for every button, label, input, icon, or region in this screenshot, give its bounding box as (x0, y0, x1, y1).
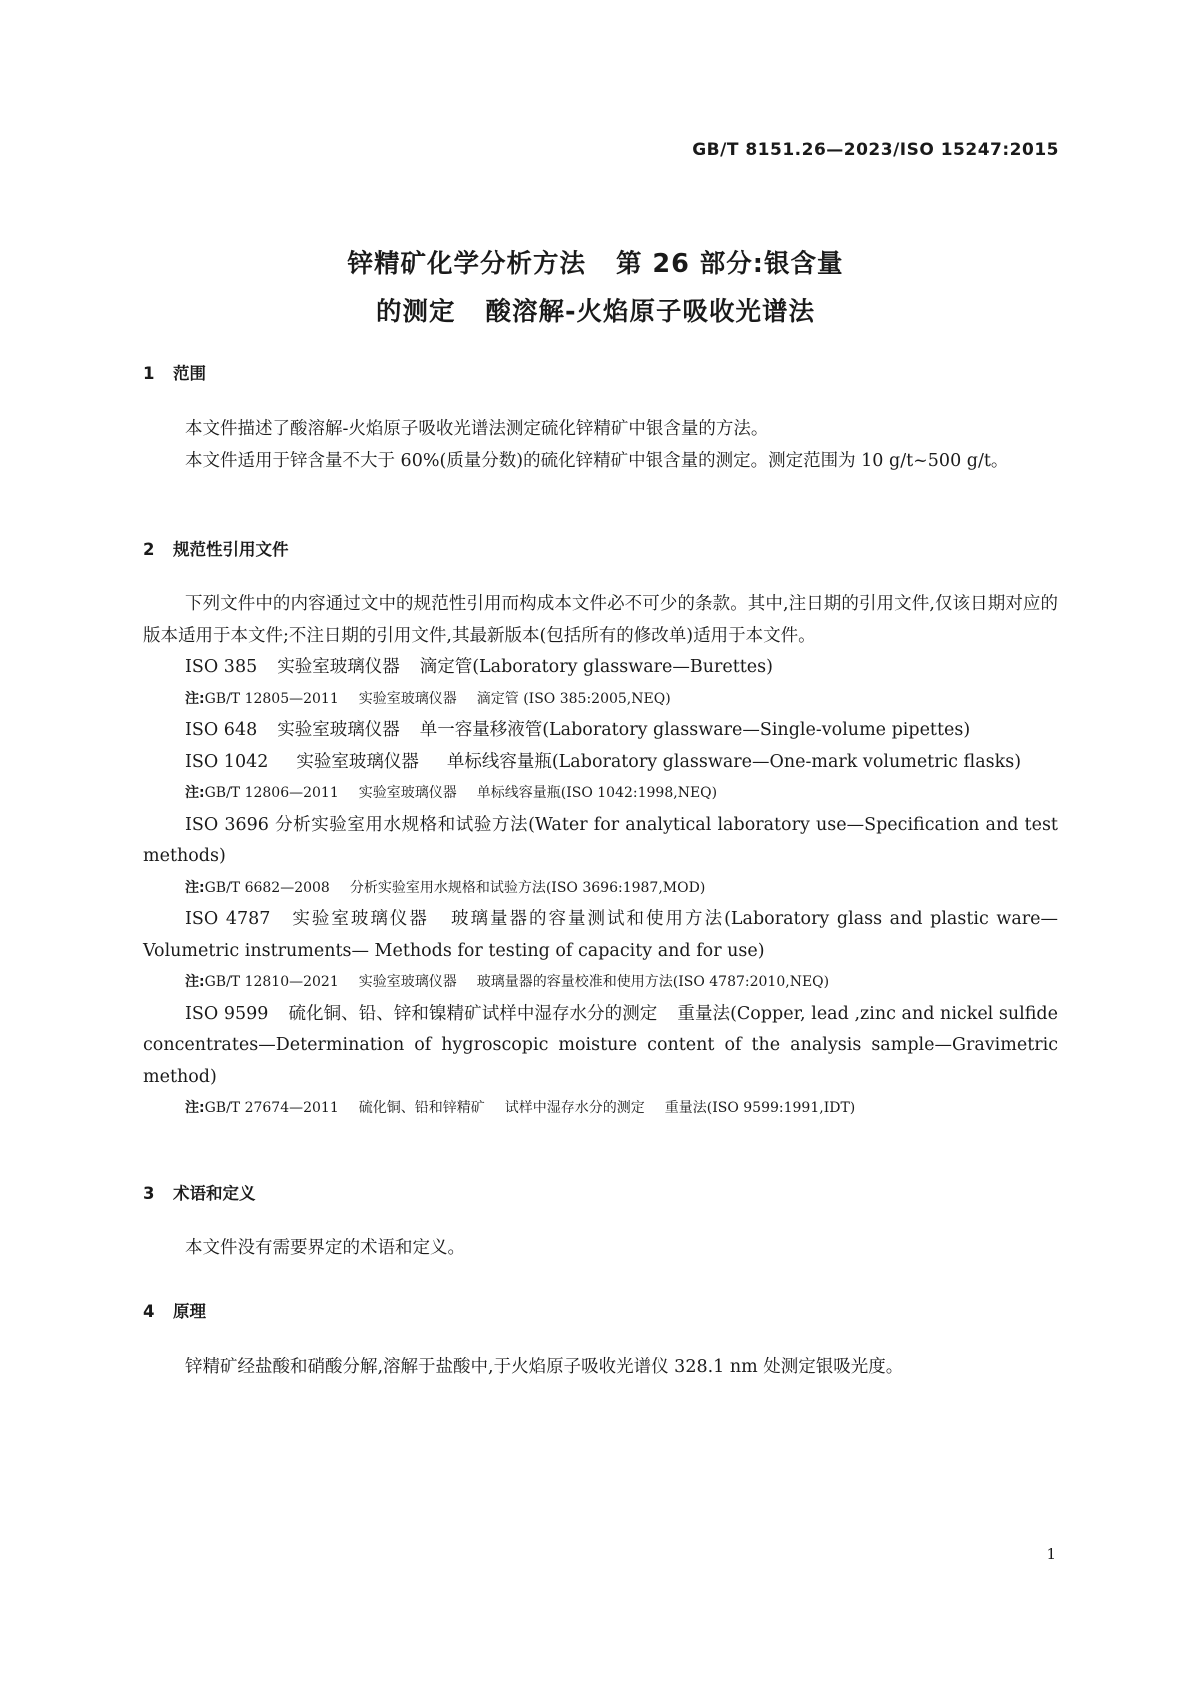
reference-entry: ISO 9599 硫化铜、铅、锌和镍精矿试样中湿存水分的测定 重量法(Copper, lead ,zinc and nickel sulfide concentrates—Determination of hygroscopic moisture content of the analysis sample—Gravimetric method) (143, 1003, 1058, 1087)
section-3-body (143, 1233, 1058, 1265)
paragraph: 本文件适用于锌含量不大于 60%(质量分数)的硫化锌精矿中银含量的测定。测定范围为 10 g/t~500 g/t。 (185, 450, 1009, 471)
paragraph: 本文件没有需要界定的术语和定义。 (185, 1238, 465, 1258)
reference-note: 注:GB/T 6682—2008 分析实验室用水规格和试验方法(ISO 3696:1987,MOD) (185, 879, 706, 896)
title-line-1: 锌精矿化学分析方法 第 26 部分:银含量 (347, 249, 844, 279)
reference-entry: ISO 1042 实验室玻璃仪器 单标线容量瓶(Laboratory glassware—One-mark volumetric flasks) (185, 751, 1022, 772)
title-line-2: 的测定 酸溶解-火焰原子吸收光谱法 (375, 297, 816, 327)
reference-note: 注:GB/T 12805—2011 实验室玻璃仪器 滴定管 (ISO 385:2005,NEQ) (185, 690, 671, 707)
section-4-heading: 4 原理 (143, 1302, 206, 1321)
section-2-body (143, 589, 1058, 1125)
section-3-heading: 3 术语和定义 (143, 1184, 256, 1203)
standard-code: GB/T 8151.26—2023/ISO 15247:2015 (692, 140, 1059, 160)
paragraph: 本文件描述了酸溶解-火焰原子吸收光谱法测定硫化锌精矿中银含量的方法。 (185, 419, 769, 439)
section-1-heading: 1 范围 (143, 364, 206, 383)
paragraph: 锌精矿经盐酸和硝酸分解,溶解于盐酸中,于火焰原子吸收光谱仪 328.1 nm 处测定银吸光度。 (185, 1357, 904, 1377)
document-title (0, 240, 1191, 336)
section-1-body (143, 414, 1058, 477)
section-4-body (143, 1352, 1058, 1384)
reference-note: 注:GB/T 27674—2011 硫化铜、铅和锌精矿 试样中湿存水分的测定 重量法(ISO 9599:1991,IDT) (185, 1100, 856, 1116)
reference-entry: ISO 648 实验室玻璃仪器 单一容量移液管(Laboratory glassware—Single-volume pipettes) (185, 720, 971, 740)
reference-entry: ISO 3696 分析实验室用水规格和试验方法(Water for analytical laboratory use—Specification and test methods) (143, 814, 1058, 866)
reference-note: 注:GB/T 12806—2011 实验室玻璃仪器 单标线容量瓶(ISO 1042:1998,NEQ) (185, 785, 718, 801)
section-2-heading: 2 规范性引用文件 (143, 540, 289, 559)
reference-entry: ISO 4787 实验室玻璃仪器 玻璃量器的容量测试和使用方法(Laboratory glass and plastic ware—Volumetric instruments— Methods for testing of capacity and for use) (143, 909, 1058, 961)
page-number: 1 (1046, 1545, 1056, 1563)
reference-entry: ISO 385 实验室玻璃仪器 滴定管(Laboratory glassware—Burettes) (185, 657, 773, 677)
reference-note: 注:GB/T 12810—2021 实验室玻璃仪器 玻璃量器的容量校准和使用方法(ISO 4787:2010,NEQ) (185, 974, 830, 990)
paragraph: 下列文件中的内容通过文中的规范性引用而构成本文件必不可少的条款。其中,注日期的引用文件,仅该日期对应的版本适用于本文件;不注日期的引用文件,其最新版本(包括所有的修改单)适用于本文件。 (143, 594, 1058, 646)
